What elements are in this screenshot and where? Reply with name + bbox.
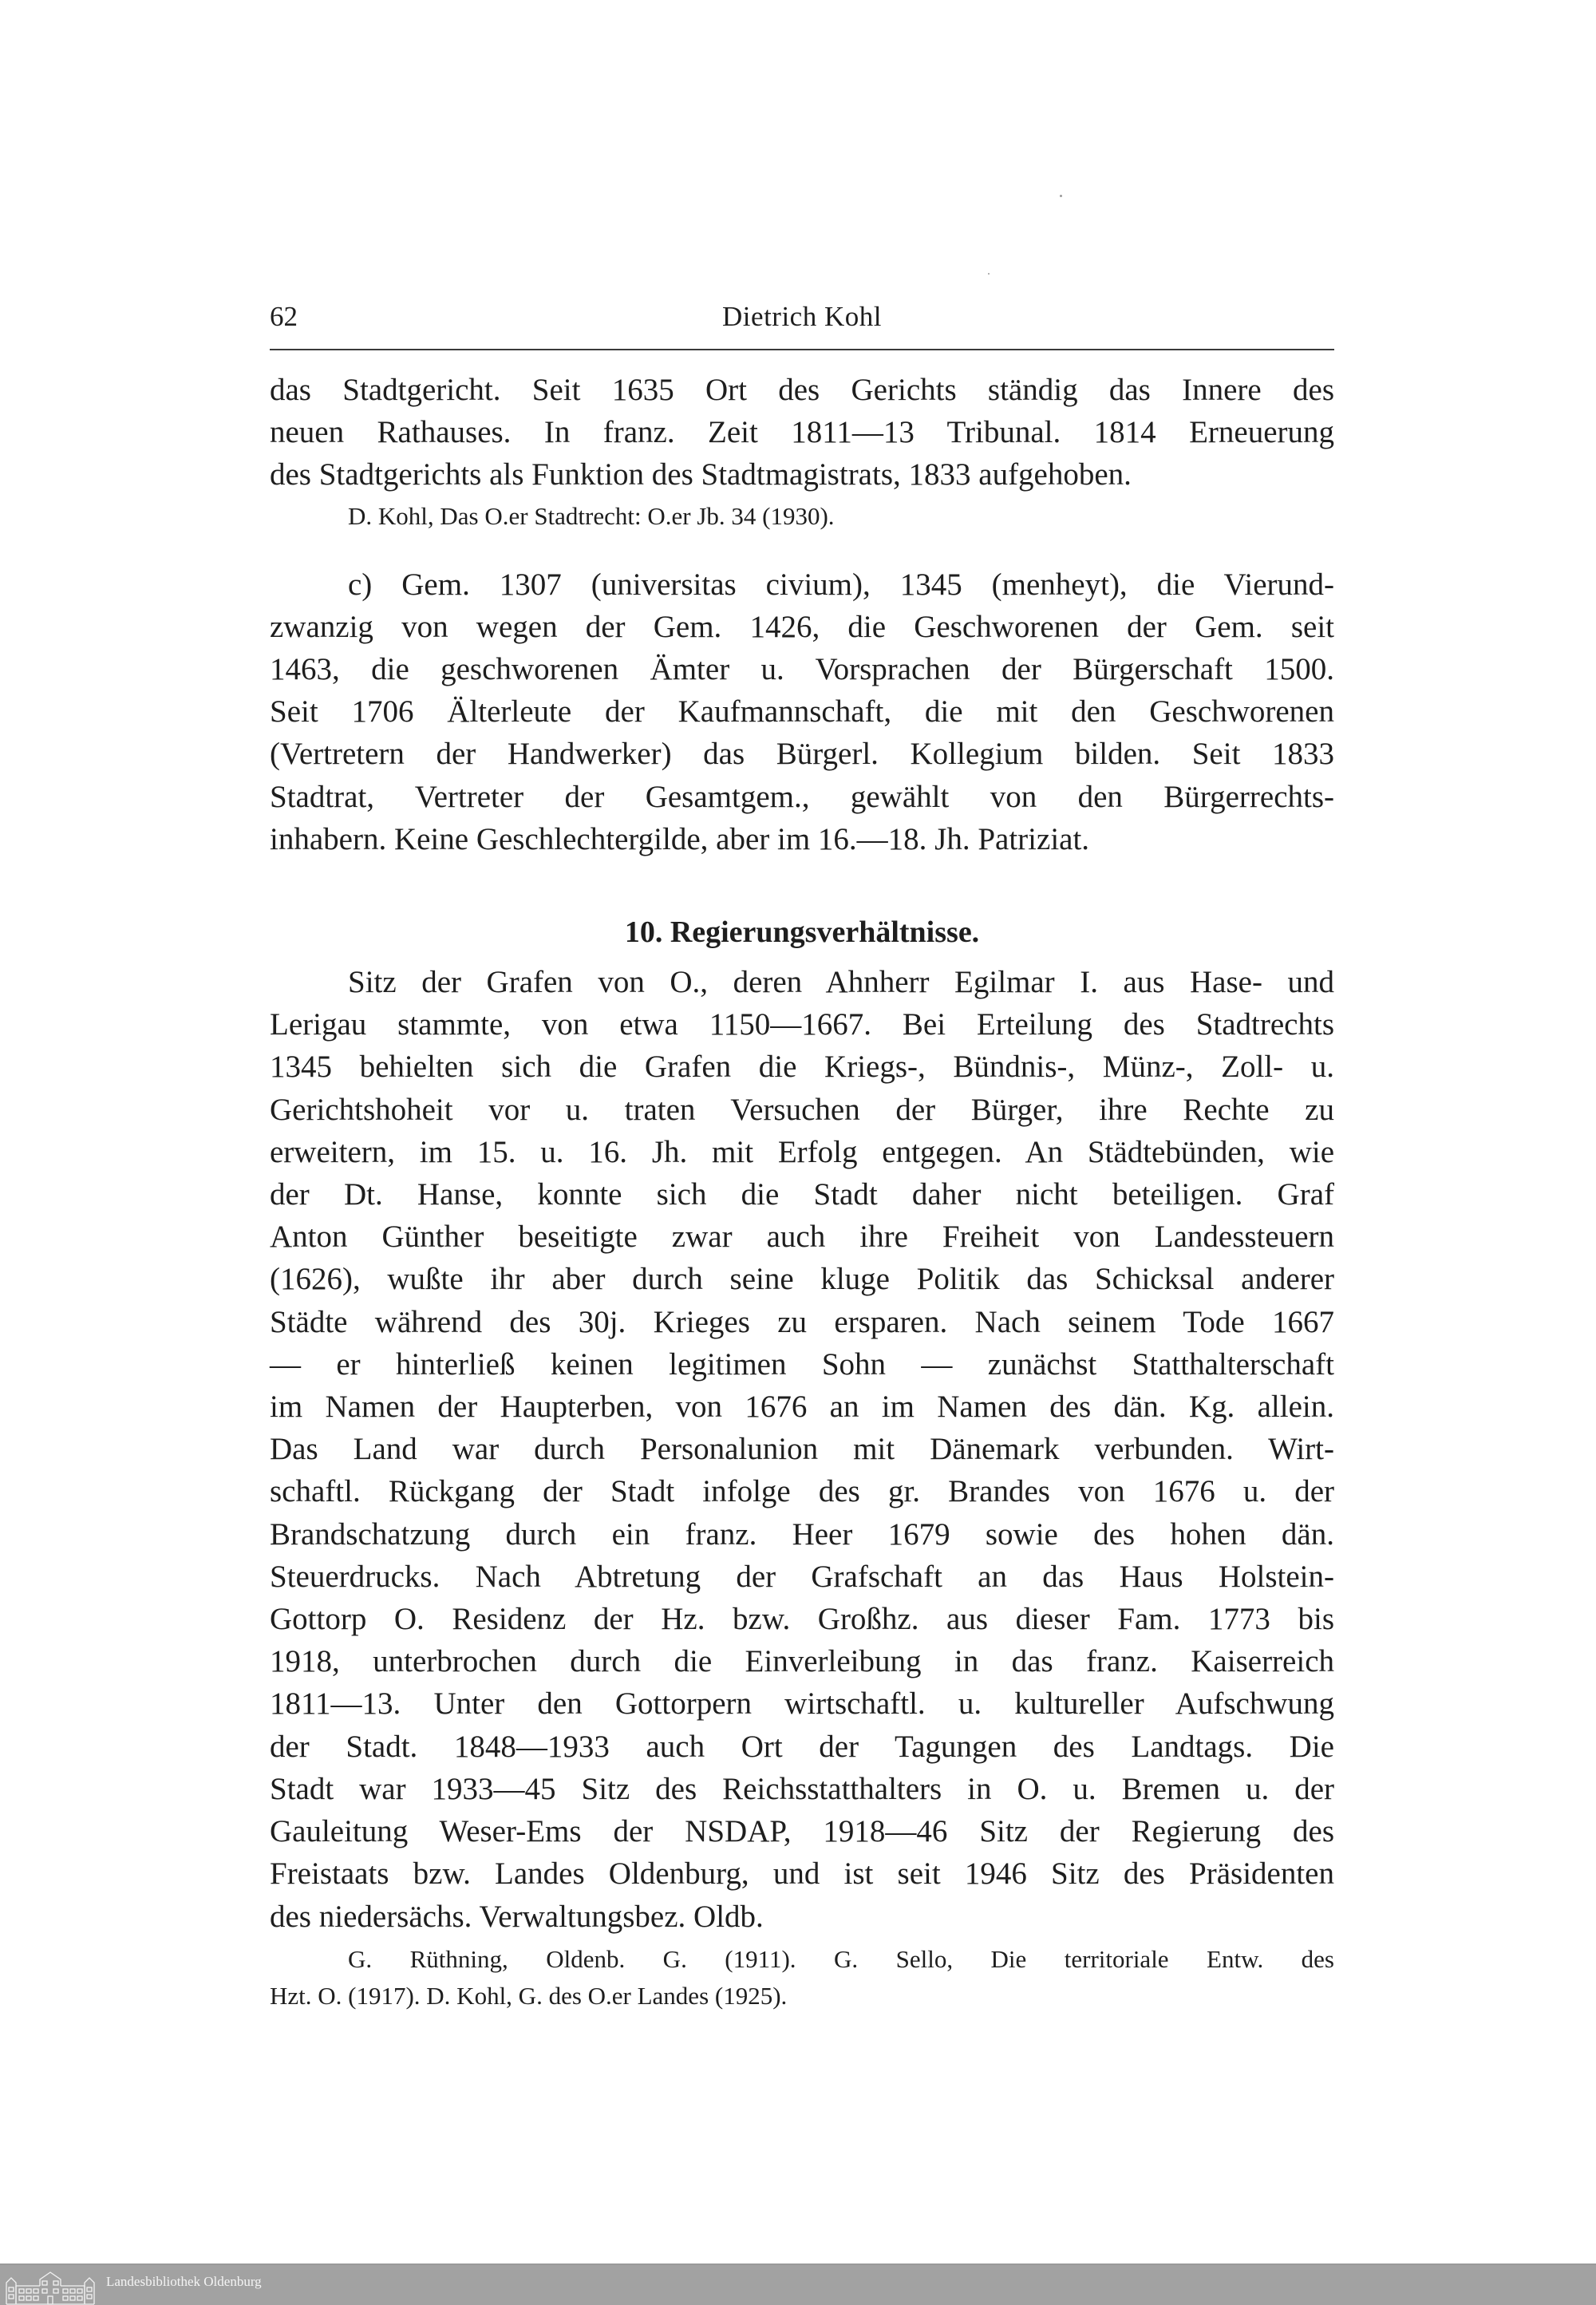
text-line: Brandschatzung durch ein franz. Heer 1679 sowie des hohen dän. — [270, 1516, 1334, 1552]
text-line: im Namen der Haupterben, von 1676 an im Namen des dän. Kg. allein. — [270, 1390, 1334, 1425]
header-rule — [270, 349, 1334, 350]
text-line: Gottorp O. Residenz der Hz. bzw. Großhz. aus dieser Fam. 1773 bis — [270, 1602, 1334, 1637]
text-line: Gauleitung Weser-Ems der NSDAP, 1918—46 Sitz der Regierung des — [270, 1814, 1334, 1849]
library-building-icon — [5, 2270, 96, 2305]
text-line: Gerichtshoheit vor u. traten Versuchen der Bürger, ihre Rechte zu — [270, 1092, 1334, 1127]
text-line: Sitz der Grafen von O., deren Ahnherr Egilmar I. aus Hase- und — [348, 965, 1334, 1000]
running-title: Dietrich Kohl — [722, 301, 882, 332]
text-line: Anton Günther beseitigte zwar auch ihre Freiheit von Landessteuern — [270, 1220, 1334, 1255]
text-line: schaftl. Rückgang der Stadt infolge des gr. Brandes von 1676 u. der — [270, 1474, 1334, 1509]
text-line: (1626), wußte ihr aber durch seine kluge Politik das Schicksal anderer — [270, 1262, 1334, 1297]
text-line: der Dt. Hanse, konnte sich die Stadt daher nicht beteiligen. Graf — [270, 1177, 1334, 1212]
text-line: Steuerdrucks. Nach Abtretung der Grafschaft an das Haus Holstein- — [270, 1559, 1334, 1594]
footer-library-name: Landesbibliothek Oldenburg — [106, 2274, 262, 2289]
text-line: — er hinterließ keinen legitimen Sohn — zunächst Statthalterschaft — [270, 1346, 1334, 1382]
text-line: Freistaats bzw. Landes Oldenburg, und ist seit 1946 Sitz des Präsidenten — [270, 1856, 1334, 1892]
reference-line: D. Kohl, Das O.er Stadtrecht: O.er Jb. 34 (1930). — [348, 501, 835, 530]
spacer — [270, 860, 1334, 908]
text-line: 1918, unterbrochen durch die Einverleibung in das franz. Kaiserreich — [270, 1644, 1334, 1679]
text-line: Städte während des 30j. Krieges zu ersparen. Nach seinem Tode 1667 — [270, 1304, 1334, 1339]
text-line: Stadtrat, Vertreter der Gesamtgem., gewählt von den Bürgerrechts- — [270, 779, 1334, 814]
text-line: Lerigau stammte, von etwa 1150—1667. Bei Erteilung des Stadtrechts — [270, 1007, 1334, 1042]
text-line: des niedersächs. Verwaltungsbez. Oldb. — [270, 1899, 764, 1934]
paragraph-regierung — [270, 961, 1334, 1938]
text-line: zwanzig von wegen der Gem. 1426, die Geschworenen der Gem. seit — [270, 609, 1334, 644]
reference-kohl-stadtrecht — [270, 498, 1334, 535]
paragraph-gemeinde — [270, 563, 1334, 860]
running-head — [270, 297, 1334, 337]
text-line: Seit 1706 Älterleute der Kaufmannschaft, die mit den Geschworenen — [270, 694, 1334, 729]
spacer — [270, 535, 1334, 563]
text-line: erweitern, im 15. u. 16. Jh. mit Erfolg entgegen. An Städtebünden, wie — [270, 1134, 1334, 1169]
speck — [1060, 195, 1062, 197]
footer-bar — [0, 2263, 1596, 2305]
text-line: (Vertretern der Handwerker) das Bürgerl. Kollegium bilden. Seit 1833 — [270, 737, 1334, 772]
text-line: neuen Rathauses. In franz. Zeit 1811—13 Tribunal. 1814 Erneuerung — [270, 415, 1334, 450]
speck — [988, 273, 990, 275]
text-line: der Stadt. 1848—1933 auch Ort der Tagungen des Landtags. Die — [270, 1729, 1334, 1764]
text-line: 1345 behielten sich die Grafen die Kriegs-, Bündnis-, Münz-, Zoll- u. — [270, 1050, 1334, 1085]
text-line: das Stadtgericht. Seit 1635 Ort des Gerichts ständig das Innere des — [270, 373, 1334, 407]
text-line: 1811—13. Unter den Gottorpern wirtschaftl. u. kultureller Aufschwung — [270, 1686, 1334, 1722]
text-line: c) Gem. 1307 (universitas civium), 1345 (menheyt), die Vierund- — [348, 567, 1334, 602]
text-line: Das Land war durch Personalunion mit Dänemark verbunden. Wirt- — [270, 1432, 1334, 1467]
reference-line: Hzt. O. (1917). D. Kohl, G. des O.er Landes (1925). — [270, 1981, 788, 2010]
reference-line: G. Rüthning, Oldenb. G. (1911). G. Sello, Die territoriale Entw. des — [348, 1944, 1334, 1973]
section-title: 10. Regierungsverhältnisse. — [624, 915, 980, 950]
text-line: inhabern. Keine Geschlechtergilde, aber im 16.—18. Jh. Patriziat. — [270, 821, 1090, 856]
reference-literature — [270, 1941, 1334, 2014]
body-text — [270, 369, 1334, 2014]
paragraph-stadtgericht — [270, 369, 1334, 496]
text-line: Stadt war 1933—45 Sitz des Reichsstatthalters in O. u. Bremen u. der — [270, 1771, 1334, 1806]
page-number: 62 — [270, 301, 298, 332]
text-line: 1463, die geschworenen Ämter u. Vorsprachen der Bürgerschaft 1500. — [270, 652, 1334, 687]
text-line: des Stadtgerichts als Funktion des Stadtmagistrats, 1833 aufgehoben. — [270, 457, 1132, 492]
